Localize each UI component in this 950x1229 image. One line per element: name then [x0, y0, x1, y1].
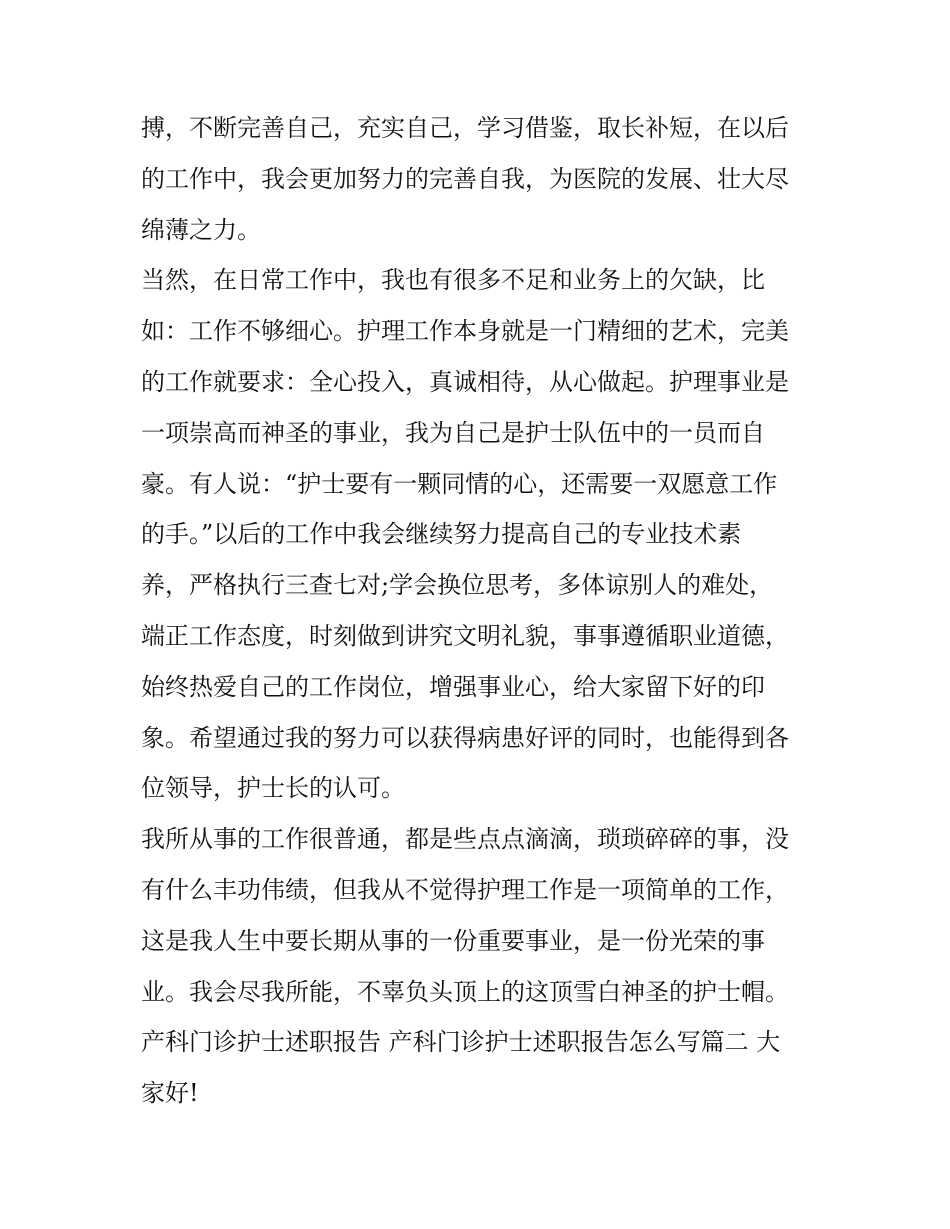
text-line: 端正工作态度，时刻做到讲究文明礼貌，事事遵循职业道德，: [141, 621, 789, 650]
text-line: 有什么丰功伟绩，但我从不觉得护理工作是一项简单的工作，: [141, 875, 789, 904]
text-line: 一项崇高而神圣的事业，我为自己是护士队伍中的一员而自: [141, 418, 765, 447]
text-line: 当然，在日常工作中，我也有很多不足和业务上的欠缺，比: [141, 266, 765, 295]
text-line: 我所从事的工作很普通，都是些点点滴滴，琐琐碎碎的事，没: [141, 825, 789, 854]
text-line: 的工作中，我会更加努力的完善自我，为医院的发展、壮大尽: [141, 164, 789, 193]
text-line: 如：工作不够细心。护理工作本身就是一门精细的艺术，完美: [141, 317, 789, 346]
text-line: 始终热爱自己的工作岗位，增强事业心，给大家留下好的印: [141, 672, 765, 701]
text-line: 象。希望通过我的努力可以获得病患好评的同时，也能得到各: [141, 723, 789, 752]
text-line: 绵薄之力。: [141, 215, 261, 244]
text-line: 家好!: [141, 1079, 199, 1108]
text-line: 养，严格执行三查七对;学会换位思考，多体谅别人的难处，: [141, 571, 774, 600]
text-line: 的手。”以后的工作中我会继续努力提高自己的专业技术素: [141, 520, 742, 549]
text-line: 豪。有人说：“护士要有一颗同情的心，还需要一双愿意工作: [141, 469, 778, 498]
text-line: 的工作就要求：全心投入，真诚相待，从心做起。护理事业是: [141, 367, 789, 396]
text-line: 搏，不断完善自己，充实自己，学习借鉴，取长补短，在以后: [141, 114, 789, 142]
text-line: 位领导，护士长的认可。: [141, 774, 405, 803]
text-line: 这是我人生中要长期从事的一份重要事业，是一份光荣的事: [141, 926, 765, 955]
document-body: [141, 103, 821, 1119]
text-line: 业。我会尽我所能，不辜负头顶上的这顶雪白神圣的护士帽。: [141, 977, 789, 1006]
text-line: 产科门诊护士述职报告 产科门诊护士述职报告怎么写篇二 大: [141, 1028, 781, 1057]
